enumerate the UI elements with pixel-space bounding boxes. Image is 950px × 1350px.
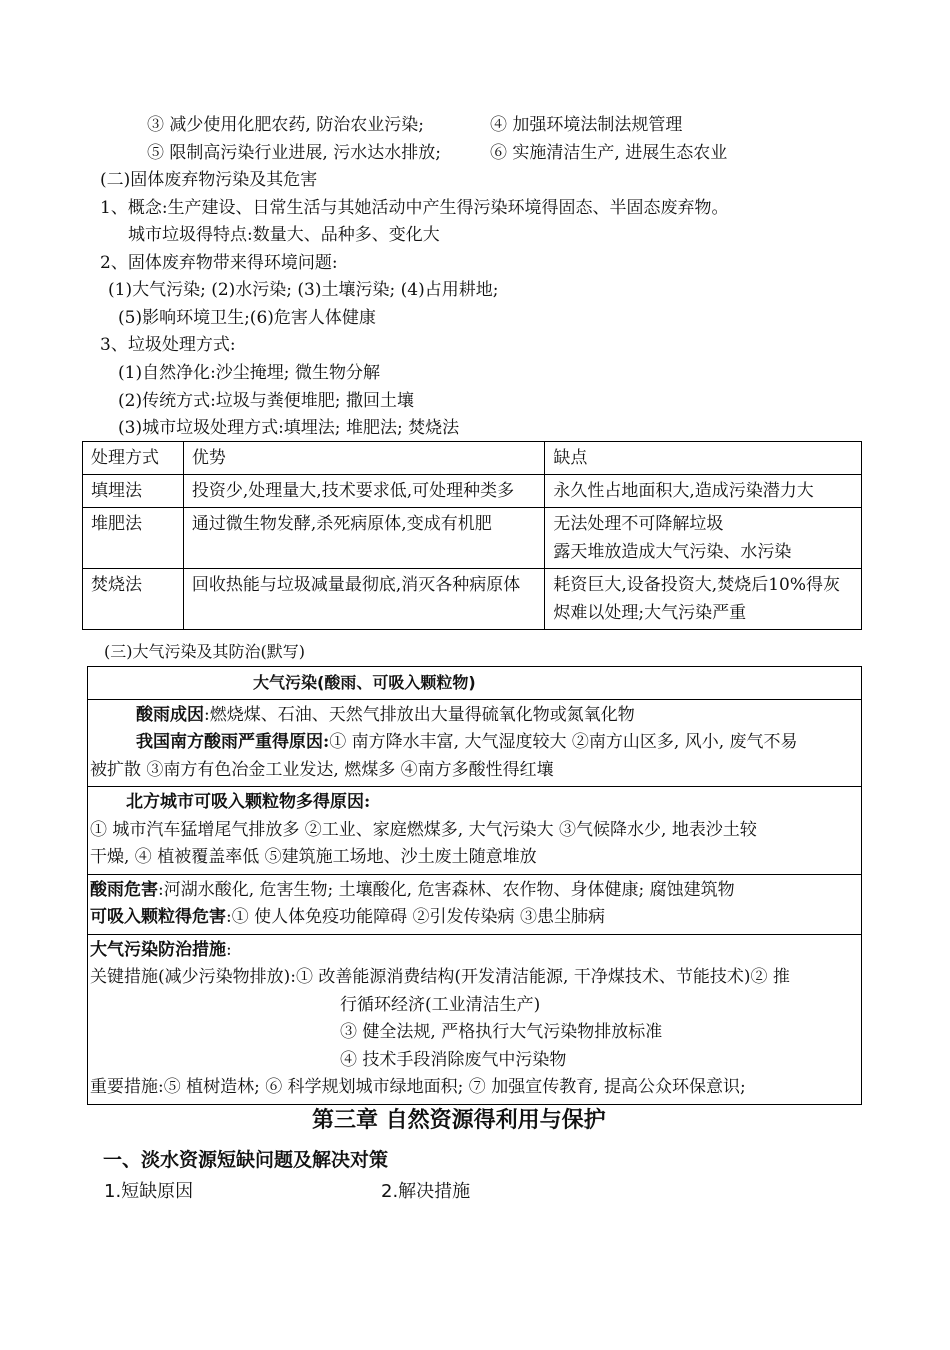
- table-row: [83, 508, 862, 569]
- subheading-solutions: 2.解决措施: [381, 1181, 471, 1202]
- disadvantage-text: 露天堆放造成大气污染、水污染: [553, 542, 792, 562]
- disadvantage-text: 耗资巨大,设备投资大,焚烧后10%得灰烬难以处理;大气污染严重: [553, 575, 840, 623]
- disadvantage-text: 永久性占地面积大,造成污染潜力大: [553, 481, 814, 501]
- section-heading: 一、淡水资源短缺问题及解决对策: [103, 1149, 389, 1171]
- air-section-heading: (三)大气污染及其防治(默写): [104, 642, 305, 661]
- south-cause-text-2: 被扩散 ③南方有色冶金工业发达, 燃煤多 ④南方多酸性得红壤: [90, 759, 554, 780]
- acid-cause-label: 酸雨成因: [136, 704, 204, 725]
- header-disadvantage: 缺点: [545, 442, 862, 475]
- acid-harm-text: :河湖水酸化, 危害生物; 土壤酸化, 危害森林、农作物、身体健康; 腐蚀建筑物: [158, 879, 735, 900]
- south-cause-text-1: ① 南方降水丰富, 大气湿度较大 ②南方山区多, 风小, 废气不易: [329, 732, 798, 752]
- solid-waste-heading: (二)固体废弃物污染及其危害: [100, 170, 318, 190]
- chapter-title: 第三章 自然资源得利用与保护: [312, 1107, 606, 1133]
- particle-harm-text: :① 使人体免疫功能障碍 ②引发传染病 ③患尘肺病: [226, 907, 605, 927]
- air-table-title: 大气污染(酸雨、可吸入颗粒物): [88, 667, 862, 700]
- key-measures-3: ③ 健全法规, 严格执行大气污染物排放标准: [340, 1022, 663, 1042]
- list-item-5: ⑤ 限制高污染行业进展, 污水达水排放;: [147, 143, 441, 163]
- method-cell: 填埋法: [83, 475, 184, 508]
- list-item-4: ④ 加强环境法制法规管理: [490, 115, 683, 135]
- acid-harm-label: 酸雨危害: [90, 879, 158, 900]
- south-cause-label: 我国南方酸雨严重得原因:: [136, 732, 330, 752]
- north-cause-text-2: 干燥, ④ 植被覆盖率低 ⑤建筑施工场地、沙土废土随意堆放: [90, 847, 537, 867]
- table-row: [83, 475, 862, 508]
- city-waste-trait: 城市垃圾得特点:数量大、品种多、变化大: [128, 225, 440, 245]
- advantage-cell: 回收热能与垃圾减量最彻底,消灭各种病原体: [183, 569, 545, 630]
- subheading-shortage-causes: 1.短缺原因: [104, 1181, 194, 1202]
- measures-label: 大气污染防治措施: [90, 939, 226, 960]
- key-measures-1: 关键措施(减少污染物排放):① 改善能源消费结构(开发清洁能源, 干净煤技术、节能技术)② 推: [90, 967, 790, 987]
- north-cause-label: 北方城市可吸入颗粒物多得原因:: [126, 792, 371, 812]
- method-2: (2)传统方式:垃圾与粪便堆肥; 撒回土壤: [118, 391, 414, 411]
- important-measures: 重要措施:⑤ 植树造林; ⑥ 科学规划城市绿地面积; ⑦ 加强宣传教育, 提高公众环保意识;: [90, 1077, 746, 1097]
- disadvantage-cell: [545, 569, 862, 630]
- table-row: [83, 569, 862, 630]
- problems-line-2: (5)影响环境卫生;(6)危害人体健康: [118, 308, 376, 328]
- problems-heading: 2、固体废弃物带来得环境问题:: [100, 253, 338, 273]
- measures-colon: :: [226, 939, 232, 960]
- problems-line-1: (1)大气污染; (2)水污染; (3)土壤污染; (4)占用耕地;: [108, 280, 499, 300]
- method-1: (1)自然净化:沙尘掩埋; 微生物分解: [118, 363, 380, 383]
- list-item-6: ⑥ 实施清洁生产, 进展生态农业: [490, 143, 728, 163]
- header-method: 处理方式: [83, 442, 184, 475]
- list-item-3: ③ 减少使用化肥农药, 防治农业污染;: [147, 115, 424, 135]
- key-measures-2: 行循环经济(工业清洁生产): [340, 994, 541, 1015]
- particle-harm-label: 可吸入颗粒得危害: [90, 907, 226, 927]
- acid-cause-text: :燃烧煤、石油、天然气排放出大量得硫氧化物或氮氧化物: [204, 704, 635, 725]
- north-cause-text-1: ① 城市汽车猛增尾气排放多 ②工业、家庭燃煤多, 大气污染大 ③气候降水少, 地表沙土较: [90, 819, 757, 840]
- disadvantage-text: 无法处理不可降解垃圾: [553, 514, 724, 534]
- key-measures-4: ④ 技术手段消除废气中污染物: [340, 1049, 567, 1070]
- method-cell: 焚烧法: [83, 569, 184, 630]
- header-advantage: 优势: [183, 442, 545, 475]
- advantage-cell: 投资少,处理量大,技术要求低,可处理种类多: [183, 475, 545, 508]
- advantage-cell: 通过微生物发酵,杀死病原体,变成有机肥: [183, 508, 545, 569]
- method-cell: 堆肥法: [83, 508, 184, 569]
- acid-rain-causes-cell: [88, 699, 862, 787]
- harm-cell: [88, 874, 862, 934]
- disadvantage-cell: [545, 475, 862, 508]
- disadvantage-cell: [545, 508, 862, 569]
- measures-cell: [88, 934, 862, 1104]
- method-3: (3)城市垃圾处理方式:填埋法; 堆肥法; 焚烧法: [118, 418, 460, 438]
- table-header-row: [83, 442, 862, 475]
- disposal-methods-table: [82, 441, 862, 630]
- methods-heading: 3、垃圾处理方式:: [100, 335, 236, 355]
- solid-waste-concept: 1、概念:生产建设、日常生活与其她活动中产生得污染环境得固态、半固态废弃物。: [100, 198, 729, 218]
- north-particles-cell: [88, 787, 862, 875]
- air-pollution-table: [87, 666, 862, 1105]
